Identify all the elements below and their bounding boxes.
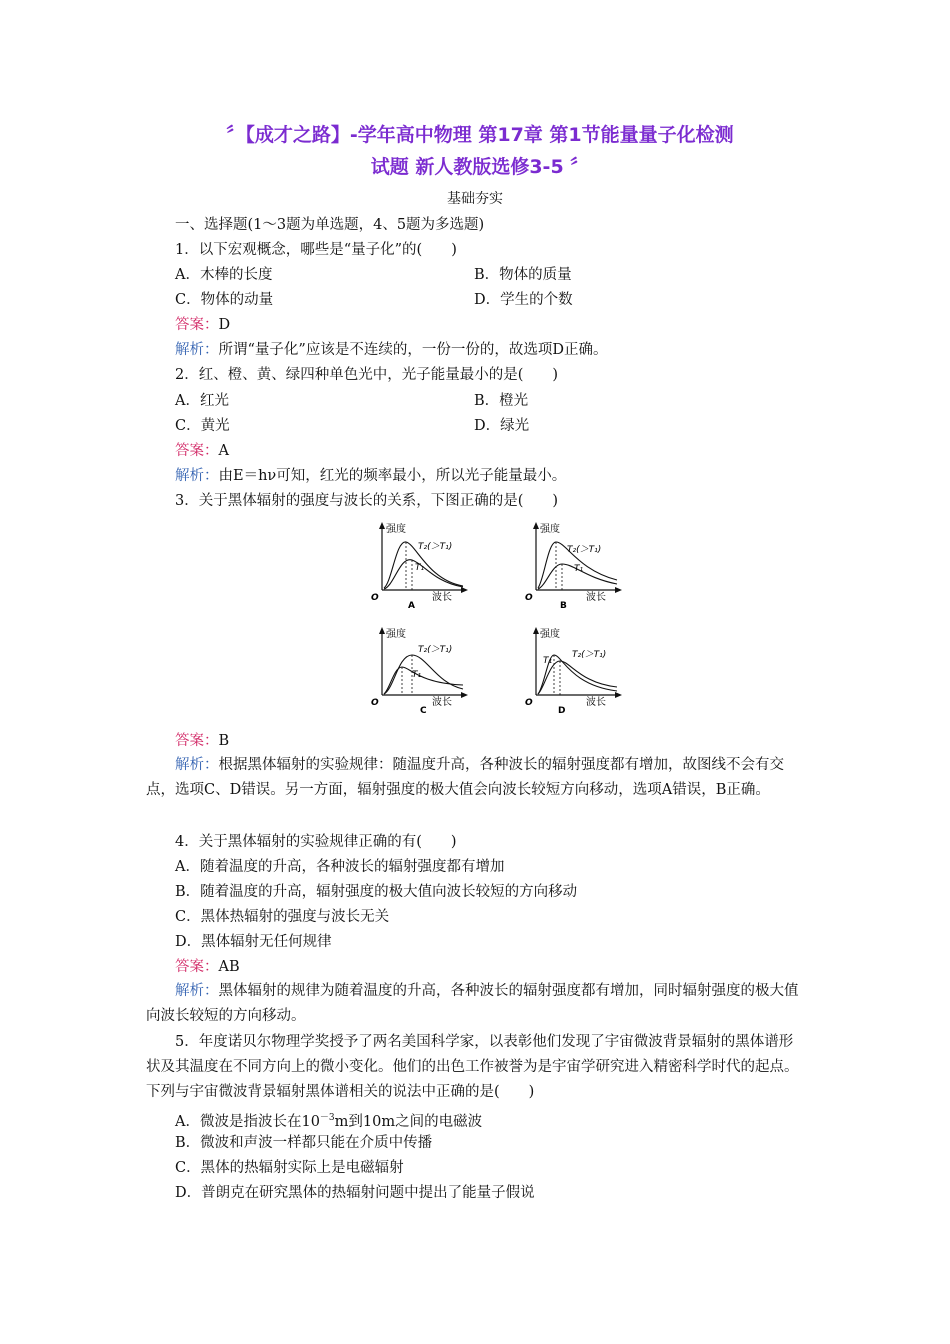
q1-analysis [175, 339, 607, 361]
panel-label: D [558, 706, 566, 716]
q3-analysis [146, 753, 806, 803]
analysis-text: 由E＝hν可知，红光的频率最小，所以光子能量最小。 [218, 468, 567, 484]
curve-label-t1: T₁ [543, 656, 553, 666]
x-axis-label: 波长 [432, 592, 452, 603]
curve-label-t2: T₂(＞T₁) [567, 545, 602, 555]
figure-panel-c [368, 625, 473, 717]
instructions: 一、选择题(1～3题为单选题，4、5题为多选题) [175, 217, 485, 233]
q5-stem: 5．年度诺贝尔物理学奖授予了两名美国科学家，以表彰他们发现了宇宙微波背景辐射的黑体谱形状及其温度在不同方向上的微小变化。他们的出色工作被誉为是宇宙学研究进入精密科学时代的起点。下列与宇宙微波背景辐射黑体谱相关的说法中正确的是( ) [146, 1034, 799, 1100]
document-title-line-1: 〞【成才之路】-学年高中物理 第17章 第1节能量量子化检测 [226, 124, 734, 146]
answer-label: 答案： [175, 733, 219, 749]
document-title-line-2: 试题 新人教版选修3-5 〞 [370, 156, 590, 178]
q2-option-b: B．橙光 [474, 393, 529, 409]
figure-panel-d [522, 625, 627, 717]
origin-label: O [371, 698, 379, 708]
curve-label-t2: T₂(＞T₁) [418, 645, 453, 655]
q2-option-a: A．红光 [175, 393, 229, 409]
origin-label: O [525, 698, 533, 708]
q5-option-b: B．微波和声波一样都只能在介质中传播 [175, 1135, 433, 1151]
q1-answer [175, 314, 230, 336]
analysis-label: 解析： [175, 983, 219, 999]
answer-value: B [218, 733, 230, 749]
q4-analysis [146, 979, 806, 1029]
q4-answer [175, 956, 240, 978]
q1-stem: 1．以下宏观概念，哪些是“量子化”的( ) [175, 242, 457, 258]
q4-option-b: B．随着温度的升高，辐射强度的极大值向波长较短的方向移动 [175, 884, 578, 900]
q4-stem: 4．关于黑体辐射的实验规律正确的有( ) [175, 834, 457, 850]
q5-option-d: D．普朗克在研究黑体的热辐射问题中提出了能量子假说 [175, 1185, 535, 1201]
y-axis-label: 强度 [386, 524, 406, 535]
q5-option-a [175, 1107, 482, 1133]
analysis-text: 根据黑体辐射的实验规律：随温度升高，各种波长的辐射强度都有增加，故图线不会有交点，选项C、D错误。另一方面，辐射强度的极大值会向波长较短方向移动，选项A错误，B正确。 [146, 757, 784, 798]
analysis-label: 解析： [175, 342, 219, 358]
y-axis-label: 强度 [540, 629, 560, 640]
figure-panel-b [522, 520, 627, 612]
q1-option-c: C．物体的动量 [175, 292, 274, 308]
analysis-label: 解析： [175, 757, 219, 773]
y-axis-label: 强度 [386, 629, 406, 640]
q1-option-d: D．学生的个数 [474, 292, 573, 308]
q4-option-d: D．黑体辐射无任何规律 [175, 934, 332, 950]
panel-label: C [420, 706, 427, 716]
option-text: m到10m之间的电磁波 [334, 1113, 483, 1130]
curve-label-t1: T₁ [412, 670, 422, 680]
q2-analysis [175, 465, 566, 487]
q2-stem: 2．红、橙、黄、绿四种单色光中，光子能量最小的是( ) [175, 367, 559, 383]
curve-label-t2: T₂(＞T₁) [418, 542, 453, 552]
answer-label: 答案： [175, 959, 219, 975]
answer-value: A [218, 443, 229, 459]
x-axis-label: 波长 [432, 697, 452, 708]
answer-label: 答案： [175, 443, 219, 459]
origin-label: O [525, 593, 533, 603]
panel-label: A [408, 601, 415, 611]
section-heading: 基础夯实 [447, 191, 503, 207]
curve-label-t2: T₂(＞T₁) [572, 650, 607, 660]
curve-label-t1: T₁ [415, 563, 425, 573]
q2-answer [175, 440, 229, 462]
origin-label: O [371, 593, 379, 603]
q1-option-b: B．物体的质量 [474, 267, 572, 283]
analysis-text: 黑体辐射的规律为随着温度的升高，各种波长的辐射强度都有增加，同时辐射强度的极大值向波长较短的方向移动。 [146, 983, 799, 1024]
answer-value: AB [218, 959, 240, 975]
analysis-label: 解析： [175, 468, 219, 484]
x-axis-label: 波长 [586, 697, 606, 708]
answer-value: D [218, 317, 231, 333]
q5-option-c: C．黑体的热辐射实际上是电磁辐射 [175, 1160, 404, 1176]
q3-stem: 3．关于黑体辐射的强度与波长的关系，下图正确的是( ) [175, 493, 559, 509]
curve-label-t1: T₁ [574, 564, 584, 574]
q4-option-c: C．黑体热辐射的强度与波长无关 [175, 909, 390, 925]
q2-option-d: D．绿光 [474, 418, 530, 434]
q3-answer [175, 730, 229, 752]
q1-option-a: A．木棒的长度 [175, 267, 273, 283]
y-axis-label: 强度 [540, 524, 560, 535]
answer-label: 答案： [175, 317, 219, 333]
q2-option-c: C．黄光 [175, 418, 230, 434]
figure-panel-a [368, 520, 473, 612]
analysis-text: 所谓“量子化”应该是不连续的，一份一份的，故选项D正确。 [218, 342, 608, 358]
x-axis-label: 波长 [586, 592, 606, 603]
option-text: A．微波是指波长在10 [175, 1113, 320, 1130]
panel-label: B [560, 601, 567, 611]
exponent: －3 [319, 1113, 335, 1123]
q4-option-a: A．随着温度的升高，各种波长的辐射强度都有增加 [175, 859, 505, 875]
